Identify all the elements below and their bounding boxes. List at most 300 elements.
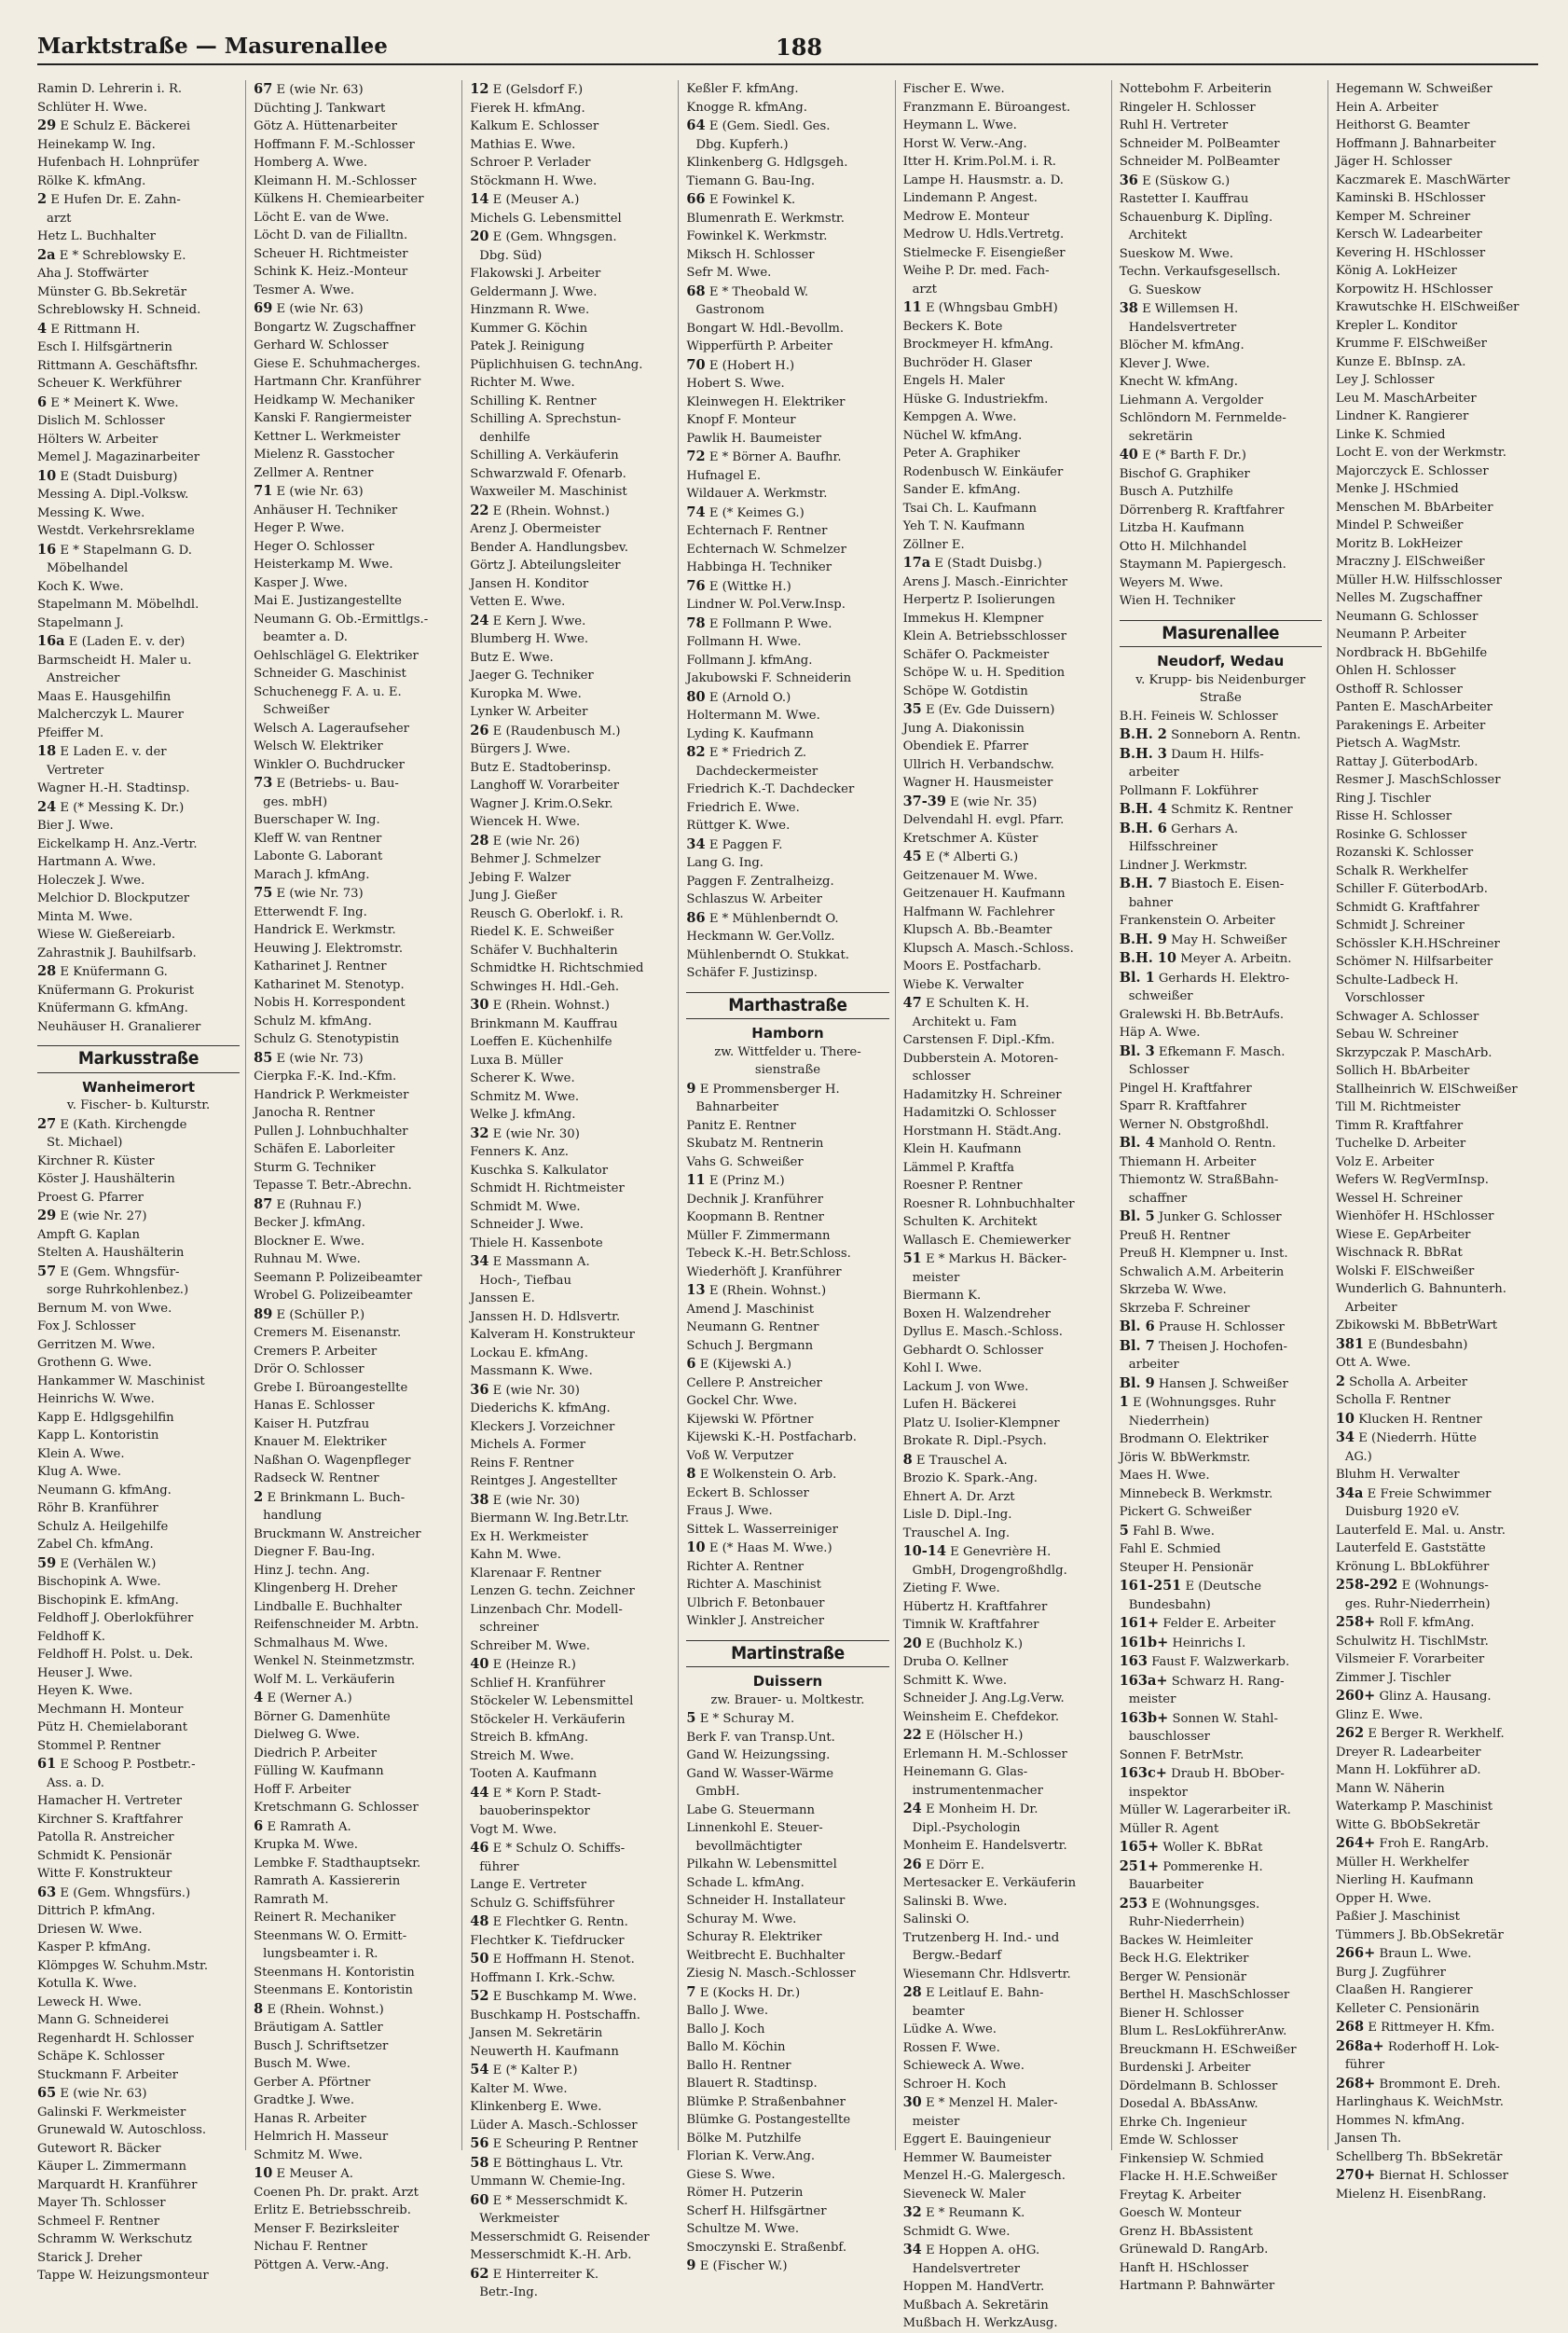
entry-text: Nüchel W. kfmAng. [902,428,1023,443]
entry-text: Sander E. kfmAng. [902,483,1021,497]
house-number: B.H. 4 [1119,801,1167,817]
entry-text: Klever J. Wwe. [1119,356,1210,371]
resident-entry [686,2239,888,2257]
resident-entry [254,1159,456,1178]
resident-entry [1120,2223,1322,2242]
resident-entry [254,464,456,483]
entry-text: E Hinterreiter K. [492,2267,599,2282]
resident-entry [37,1957,240,1976]
entry-text: Schilling A. Verkäuferin [470,449,619,462]
house-number: 48 [470,1913,489,1929]
resident-entry [37,136,240,155]
resident-entry [686,1729,888,1747]
house-number: 27 [37,1115,57,1132]
entry-text: Lackum J. von Wwe. [902,1379,1029,1394]
entry-text: Till M. Richtmeister [1335,1100,1461,1114]
resident-entry [1120,1728,1322,1746]
resident-entry [254,1762,456,1781]
entry-text: Fülling W. Kaufmann [254,1764,384,1778]
house-number: 58 [470,2154,489,2171]
entry-text: Knüfermann G. kfmAng. [37,1001,188,1015]
resident-entry [903,2039,1106,2058]
house-entry [37,1115,240,1135]
entry-text: Rossen F. Wwe. [902,2040,1000,2055]
entry-text: sorge Ruhrkohlenbez.) [47,1283,189,1297]
entry-text: Resmer J. MaschSchlosser [1335,773,1501,787]
house-number: 89 [254,1305,273,1322]
entry-text: Buerschaper W. Ing. [254,813,380,827]
resident-entry [470,1290,672,1308]
resident-entry [1336,189,1538,208]
resident-entry [686,320,888,338]
house-number: 34 [1335,1429,1355,1445]
entry-text: Messerschmidt G. Reisender [470,2229,650,2244]
entry-text: Mraczny J. ElSchweißer [1335,555,1485,569]
entry-text: Feldhoff K. [37,1629,105,1644]
resident-entry [903,336,1106,354]
entry-text: E Flechtker G. Rentn. [492,1915,628,1929]
resident-entry [1336,117,1538,135]
resident-entry [903,2314,1106,2333]
house-number: 163c+ [1119,1765,1167,1781]
house-entry [903,1856,1106,1875]
resident-entry [1120,392,1322,410]
resident-entry [903,738,1106,756]
entry-text: E (Fischer W.) [699,2259,788,2273]
resident-entry [1336,226,1538,244]
house-number: 73 [254,775,273,791]
entry-text: GmbH. [695,1785,740,1799]
entry-text: E (wie Nr. 35) [950,794,1038,809]
house-number: B.H. 2 [1119,726,1167,742]
entry-text: Peter A. Graphiker [902,447,1021,461]
entry-text: Schweißer [263,703,330,717]
entry-text: Kasper J. Wwe. [254,575,348,590]
resident-entry [903,1287,1106,1305]
entry-text: E Freie Schwimmer [1367,1486,1492,1501]
resident-entry [1336,1317,1538,1335]
resident-entry [1120,1913,1322,1932]
resident-entry [1336,535,1538,554]
entry-text: E (Heinze R.) [492,1658,576,1672]
house-number: 34 [686,835,706,852]
entry-text: Sonnen W. Stahl- [1172,1711,1278,1726]
entry-text: Korpowitz H. HSchlosser [1335,282,1493,297]
resident-entry [903,244,1106,263]
resident-entry [254,519,456,538]
entry-text: Dreyer R. Ladearbeiter [1335,1745,1481,1760]
entry-text: Frankenstein O. Arbeiter [1119,914,1275,928]
entry-text: Schulz G. Stenotypistin [254,1032,400,1046]
house-number: 36 [1119,172,1138,188]
resident-entry [254,190,456,209]
entry-text: Winkler J. Anstreicher [686,1614,825,1628]
street-description: zw. Wittfelder u. There- [714,1044,861,1059]
resident-entry [470,465,672,484]
entry-text: E Brinkmann L. Buch- [267,1490,406,1505]
house-entry [1120,931,1322,950]
entry-text: E Leitlauf E. Bahn- [925,1986,1044,2000]
resident-entry [254,1927,456,1946]
entry-text: Lyding K. Kaufmann [686,726,814,741]
resident-entry [903,591,1106,610]
entry-text: Hadamitzky H. Schreiner [902,1087,1062,1102]
resident-entry [903,354,1106,373]
entry-text: Kummer G. Köchin [470,321,588,336]
resident-entry [254,958,456,976]
entry-text: E Follmann P. Wwe. [708,616,832,631]
resident-entry [470,685,672,704]
entry-text: E Berger R. Werkhelf. [1368,1727,1505,1741]
house-number: 67 [254,81,273,97]
resident-entry [686,1429,888,1447]
entry-text: Mann W. Näherin [1335,1781,1445,1796]
entry-text: Wolski F. ElSchweißer [1335,1263,1475,1278]
entry-text: Labonte G. Laborant [254,849,383,863]
entry-text: Tsai Ch. L. Kaufmann [902,501,1037,516]
resident-entry [686,393,888,412]
resident-entry [254,1891,456,1910]
resident-entry [1120,1190,1322,1208]
resident-entry [470,520,672,539]
resident-entry [37,2194,240,2213]
house-entry [470,1950,672,1969]
entry-text: instrumentenmacher [912,1783,1043,1798]
resident-entry [1336,1190,1538,1208]
house-entry [470,722,672,741]
entry-text: Locht E. von der Werkmstr. [1335,446,1506,460]
house-number: 1 [1119,1394,1129,1410]
entry-text: Maas E. Hausgehilfin [37,689,172,704]
resident-entry [903,1580,1106,1598]
entry-text: Schmidt G. Kraftfahrer [1335,900,1479,915]
entry-text: Franzmann E. Büroangest. [902,100,1071,115]
entry-text: Wiese W. Gießereiarb. [37,928,176,942]
house-number: Bl. 6 [1119,1318,1155,1334]
entry-text: E (Rhein. Wohnst.) [492,999,610,1013]
resident-entry [470,1637,672,1656]
resident-entry [254,209,456,228]
house-number: 161+ [1119,1615,1160,1631]
entry-text: Jäger H. Schlosser [1335,155,1452,169]
house-entry [903,994,1106,1014]
resident-entry [254,117,456,136]
entry-text: Follmann J. kfmAng. [686,653,813,668]
resident-entry [254,1470,456,1488]
resident-entry [686,1392,888,1411]
entry-text: Kotulla K. Wwe. [37,1977,137,1991]
resident-entry [37,2030,240,2049]
entry-text: Jung A. Diakonissin [902,721,1025,736]
entry-text: Rastetter I. Kauffrau [1119,192,1249,206]
resident-entry [470,283,672,302]
resident-entry [254,794,456,812]
resident-entry [1336,462,1538,481]
entry-text: Architekt [1128,228,1188,242]
entry-text: Beck H.G. Elektriker [1119,1952,1249,1966]
entry-text: Fox J. Schlosser [37,1319,136,1333]
resident-entry [37,945,240,963]
resident-entry [37,817,240,835]
entry-text: Jansen M. Sekretärin [470,2026,603,2040]
resident-entry [37,1318,240,1336]
resident-entry [254,1343,456,1361]
entry-text: Skubatz M. Rentnerin [686,1137,824,1151]
resident-entry [1336,1854,1538,1872]
resident-entry [254,1543,456,1562]
entry-text: Kevering H. HSchlosser [1335,245,1486,260]
resident-entry [254,1635,456,1653]
entry-text: Kaiser H. Putzfrau [254,1416,370,1431]
house-entry [470,612,672,631]
resident-entry [1336,1522,1538,1540]
house-number: 87 [254,1195,273,1212]
resident-entry [686,430,888,449]
resident-entry [1336,863,1538,881]
house-number: 161-251 [1119,1578,1182,1594]
directory-column-6 [1119,80,1328,2293]
house-number: 2a [37,246,56,263]
house-entry [686,190,888,210]
entry-text: Architekt u. Fam [912,1015,1017,1029]
resident-entry [1336,626,1538,644]
entry-text: E (Verhälen W.) [60,1556,157,1571]
entry-text: E (Stadt Duisbg.) [934,557,1042,571]
entry-text: Roesner R. Lohnbuchhalter [902,1196,1075,1211]
entry-text: E * Messerschmidt K. [492,2193,628,2208]
resident-entry [254,100,456,118]
entry-text: Schneider M. PolBeamter [1119,136,1280,151]
house-number: 9 [686,1080,696,1097]
entry-text: Bischopink E. kfmAng. [37,1593,179,1608]
resident-entry [470,356,672,375]
entry-text: Schäpe K. Schlosser [37,2050,165,2064]
entry-text: Braun L. Wwe. [1379,1947,1472,1961]
resident-entry [470,557,672,575]
entry-text: Hoch-, Tiefbau [479,1273,571,1288]
resident-entry [37,1664,240,1683]
entry-text: Schmalhaus M. Wwe. [254,1636,389,1650]
resident-entry [1336,2112,1538,2131]
entry-text: E (Deutsche [1185,1580,1262,1594]
entry-text: Stöckmann H. Wwe. [470,173,598,188]
resident-entry [37,1592,240,1610]
resident-entry [686,1765,888,1784]
entry-text: Thiemann H. Arbeiter [1119,1154,1257,1169]
resident-entry [254,1745,456,1763]
resident-entry [1336,1153,1538,1172]
entry-text: Schroer H. Koch [902,2077,1007,2091]
house-number: 381 [1335,1335,1365,1352]
resident-entry [254,1671,456,1690]
entry-text: Püplichhuisen G. technAng. [470,357,643,372]
resident-entry [37,1134,240,1153]
street-description: v. Krupp- bis Neidenburger [1135,672,1306,687]
entry-text: Scholla F. Rentner [1335,1393,1451,1407]
entry-text: E Willemsen H. [1142,302,1239,316]
entry-text: Katharinet J. Rentner [254,959,387,973]
entry-text: Miksch H. Schlosser [686,247,815,262]
entry-text: Heuser J. Wwe. [37,1665,133,1680]
house-entry [903,298,1106,318]
entry-text: Pommerenke H. [1162,1859,1263,1874]
entry-text: Sueskow M. Wwe. [1119,246,1233,261]
resident-entry [1120,2041,1322,2060]
resident-entry [1336,317,1538,336]
resident-entry [903,811,1106,830]
resident-entry [686,799,888,818]
entry-text: Lisle D. Dipl.-Ing. [902,1508,1012,1522]
entry-text: Roderhoff H. Lok- [1387,2039,1500,2054]
entry-text: E (* Alberti G.) [925,850,1019,864]
house-number: 29 [37,1208,57,1223]
house-number: 10 [37,467,57,484]
entry-text: Ruhl H. Vertreter [1119,118,1229,132]
house-number: 65 [37,2085,57,2101]
resident-entry [1336,1081,1538,1099]
entry-text: Arens J. Masch.-Einrichter [902,574,1068,589]
resident-entry [1336,1908,1538,1926]
entry-text: Preuß H. Rentner [1119,1228,1231,1243]
house-number: 34 [902,2242,922,2257]
entry-text: Gradtke J. Wwe. [254,2093,355,2107]
entry-text: Schmidt G. Wwe. [902,2224,1011,2239]
house-entry [37,246,240,266]
house-number: 2 [37,191,48,207]
house-number: 26 [470,722,489,739]
resident-entry [1336,1798,1538,1816]
entry-text: Lindballe E. Buchhalter [254,1599,402,1614]
entry-text: Jansen Th. [1335,2132,1402,2146]
entry-text: Welsch W. Elektriker [254,739,383,753]
resident-entry [254,1855,456,1873]
resident-entry [470,1675,672,1693]
resident-entry [254,556,456,574]
entry-text: Scheuer K. Werkführer [37,377,182,391]
resident-entry [686,1892,888,1911]
entry-text: E (Betriebs- u. Bau- [276,777,399,791]
resident-entry [1120,2259,1322,2278]
directory-column-2 [254,80,462,2272]
entry-text: Weinsheim E. Chefdekor. [902,1709,1060,1724]
entry-text: Kahn M. Wwe. [470,1548,561,1562]
house-number: 161b+ [1119,1634,1169,1650]
entry-text: Wagner H.-H. Stadtinsp. [37,781,190,795]
entry-text: E Hoppen A. oHG. [925,2243,1040,2257]
resident-entry [1120,2078,1322,2096]
entry-text: Handelsvertreter [912,2261,1021,2276]
resident-entry [686,1227,888,1246]
house-entry [470,832,672,851]
street-description: sienstraße [754,1063,821,1077]
resident-entry [254,1415,456,1434]
entry-text: Opper H. Wwe. [1335,1891,1432,1906]
entry-text: Nichau F. Rentner [254,2240,367,2254]
resident-entry [903,99,1106,117]
entry-text: Hölters W. Arbeiter [37,432,158,447]
resident-entry [686,854,888,873]
entry-text: Gerhards H. Elektro- [1158,971,1290,986]
entry-text: Schmidt M. Wwe. [470,1199,581,1214]
entry-text: Ehrke Ch. Ingenieur [1119,2115,1247,2130]
entry-text: Schwarz H. Rang- [1171,1674,1285,1689]
resident-entry [686,1098,888,1117]
entry-text: Echternach F. Rentner [686,524,828,538]
entry-text: E * Stapelmann G. D. [60,543,192,558]
house-entry [1120,299,1322,319]
entry-text: Schreblowsky H. Schneid. [37,303,201,317]
entry-text: Bongartz W. Zugschaffner [254,320,416,335]
resident-entry [1120,1300,1322,1318]
entry-text: Freytag K. Arbeiter [1119,2188,1242,2202]
house-number: 266+ [1335,1945,1376,1961]
resident-entry [903,1396,1106,1415]
resident-entry [37,2011,240,2030]
resident-entry [470,265,672,283]
resident-entry [903,189,1106,208]
resident-entry [254,720,456,739]
house-entry [1120,725,1322,745]
resident-entry [1336,899,1538,918]
entry-text: Köster J. Haushälterin [37,1172,175,1186]
resident-entry [254,1397,456,1415]
resident-entry [37,301,240,320]
entry-text: Schäfen E. Laborleiter [254,1142,395,1156]
entry-text: E * Theobald W. [708,284,809,299]
house-number: 268 [1335,2019,1365,2035]
house-entry [254,1305,456,1325]
resident-entry [1120,1596,1322,1615]
entry-text: Hansen J. Schweißer [1158,1376,1288,1391]
entry-text: Friedrich E. Wwe. [686,800,800,815]
resident-entry [1120,355,1322,374]
entry-text: Dyllus E. Masch.-Schloss. [902,1325,1063,1339]
entry-text: Zöllner E. [902,537,965,552]
entry-text: Linke K. Schmied [1335,427,1446,442]
resident-entry [1336,880,1538,899]
resident-entry [37,596,240,614]
house-number: Bl. 3 [1119,1042,1155,1059]
resident-entry [903,976,1106,995]
resident-entry [37,1865,240,1884]
house-number: 8 [254,2000,264,2017]
entry-text: E * Schreblowsky E. [59,248,186,263]
entry-text: Efkemann F. Masch. [1158,1044,1286,1059]
house-entry [1120,875,1322,894]
resident-entry [470,483,672,502]
entry-text: Thiemontz W. StraßBahn- [1119,1173,1279,1187]
resident-entry [1120,2005,1322,2023]
resident-entry [254,1360,456,1379]
entry-text: Knüfermann G. Prokurist [37,983,195,998]
resident-entry [686,1153,888,1172]
resident-entry [903,2167,1106,2186]
resident-entry [37,1518,240,1537]
entry-text: Schramm W. Werkschutz [37,2232,192,2246]
resident-entry [1120,483,1322,502]
entry-text: E Massmann A. [492,1255,590,1269]
entry-text: Stöckeler W. Lebensmittel [470,1694,634,1708]
resident-entry [903,408,1106,427]
house-number: 37-39 [902,793,946,809]
entry-text: Lüder A. Masch.-Schlosser [470,2118,638,2133]
house-entry [686,283,888,302]
resident-entry [470,1436,672,1455]
resident-entry [470,1015,672,1034]
entry-text: Möbelhandel [47,561,129,575]
entry-text: Daum H. Hilfs- [1171,747,1264,762]
resident-entry [1336,644,1538,663]
